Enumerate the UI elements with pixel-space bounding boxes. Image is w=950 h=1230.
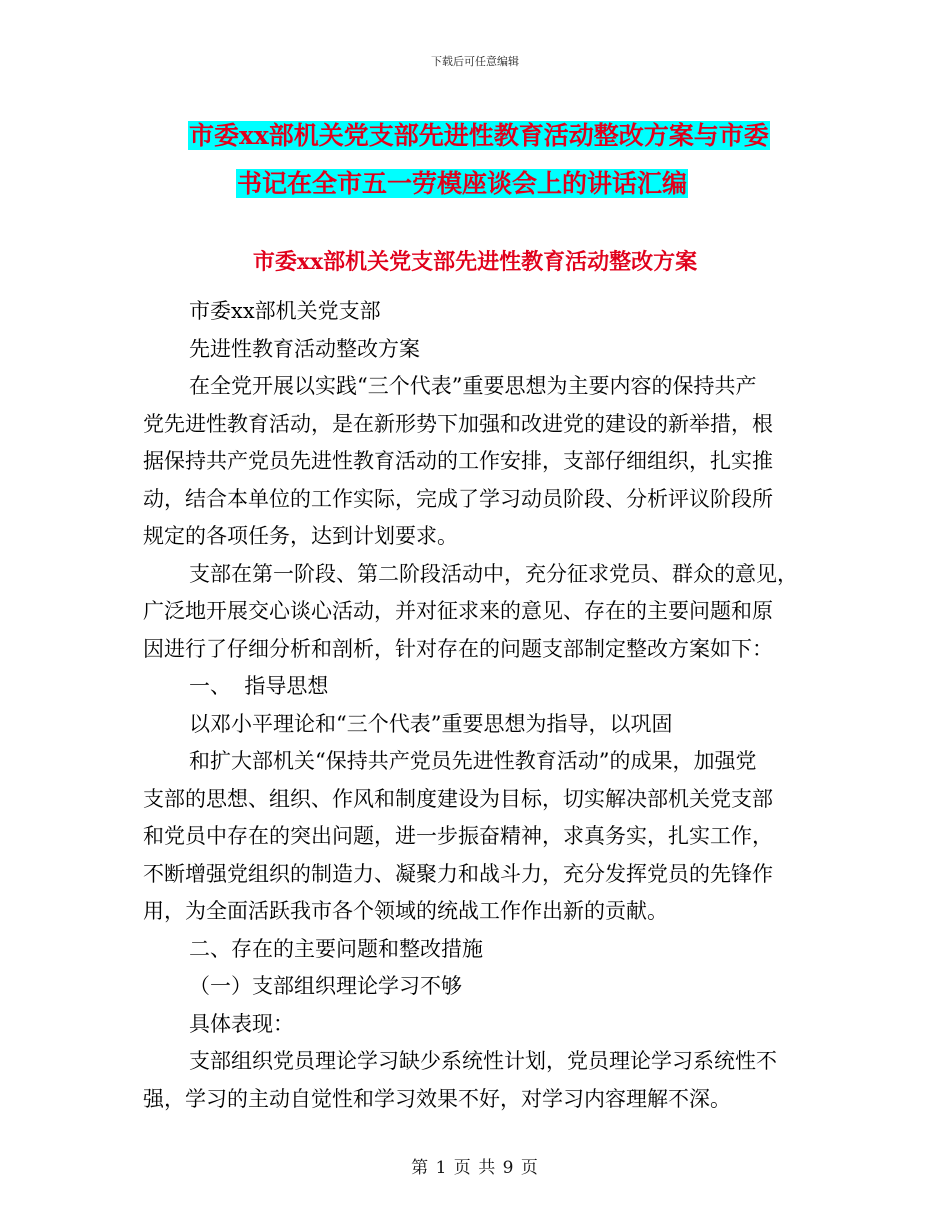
title-line-2	[236, 160, 828, 208]
body-line: 广泛地开展交心谈心活动，并对征求来的意见、存在的主要问题和原	[143, 599, 773, 623]
body-line: 具体表现：	[189, 1011, 294, 1036]
subsection-heading: （一）支部组织理论学习不够	[189, 974, 462, 998]
document-body	[143, 293, 808, 1118]
body-line: 因进行了仔细分析和剖析，针对存在的问题支部制定整改方案如下：	[143, 636, 773, 661]
body-line: 动，结合本单位的工作实际，完成了学习动员阶段、分析评议阶段所	[143, 486, 773, 511]
document-title	[188, 112, 828, 208]
body-line: 支部在第一阶段、第二阶段活动中，充分征求党员、群众的意见，	[189, 561, 798, 586]
body-line: 以邓小平理论和“三个代表”重要思想为指导，以巩固	[189, 711, 673, 736]
body-line: 和党员中存在的突出问题，进一步振奋精神，求真务实，扎实工作，	[143, 824, 773, 848]
body-line: 用，为全面活跃我市各个领域的统战工作作出新的贡献。	[143, 899, 668, 923]
title-line-1-text: 市委xx部机关党支部先进性教育活动整改方案与市委	[189, 121, 769, 150]
section-title: 市委xx部机关党支部先进性教育活动整改方案	[252, 249, 698, 275]
section-heading: 二、存在的主要问题和整改措施	[189, 936, 483, 961]
title-line-2-text: 书记在全市五一劳模座谈会上的讲话汇编	[237, 169, 688, 198]
body-line: 市委xx部机关党支部	[189, 299, 381, 323]
section-heading: 一、 指导思想	[189, 674, 329, 698]
body-line: 强，学习的主动自觉性和学习效果不好，对学习内容理解不深。	[143, 1086, 731, 1111]
page-header: 下载后可任意编辑	[431, 55, 519, 68]
body-line: 先进性教育活动整改方案	[189, 336, 420, 361]
body-line: 党先进性教育活动，是在新形势下加强和改进党的建设的新举措，根	[143, 411, 773, 436]
body-line: 规定的各项任务，达到计划要求。	[143, 524, 458, 548]
title-line-1	[188, 112, 828, 160]
body-line: 据保持共产党员先进性教育活动的工作安排，支部仔细组织，扎实推	[143, 449, 773, 473]
body-line: 和扩大部机关“保持共产党员先进性教育活动”的成果，加强党	[189, 749, 757, 773]
body-line: 在全党开展以实践“三个代表”重要思想为主要内容的保持共产	[189, 374, 757, 398]
page-footer: 第 1 页 共 9 页	[411, 1158, 539, 1178]
body-line: 支部的思想、组织、作风和制度建设为目标，切实解决部机关党支部	[143, 786, 773, 811]
body-line: 不断增强党组织的制造力、凝聚力和战斗力，充分发挥党员的先锋作	[143, 861, 773, 886]
body-line: 支部组织党员理论学习缺少系统性计划，党员理论学习系统性不	[189, 1049, 777, 1073]
